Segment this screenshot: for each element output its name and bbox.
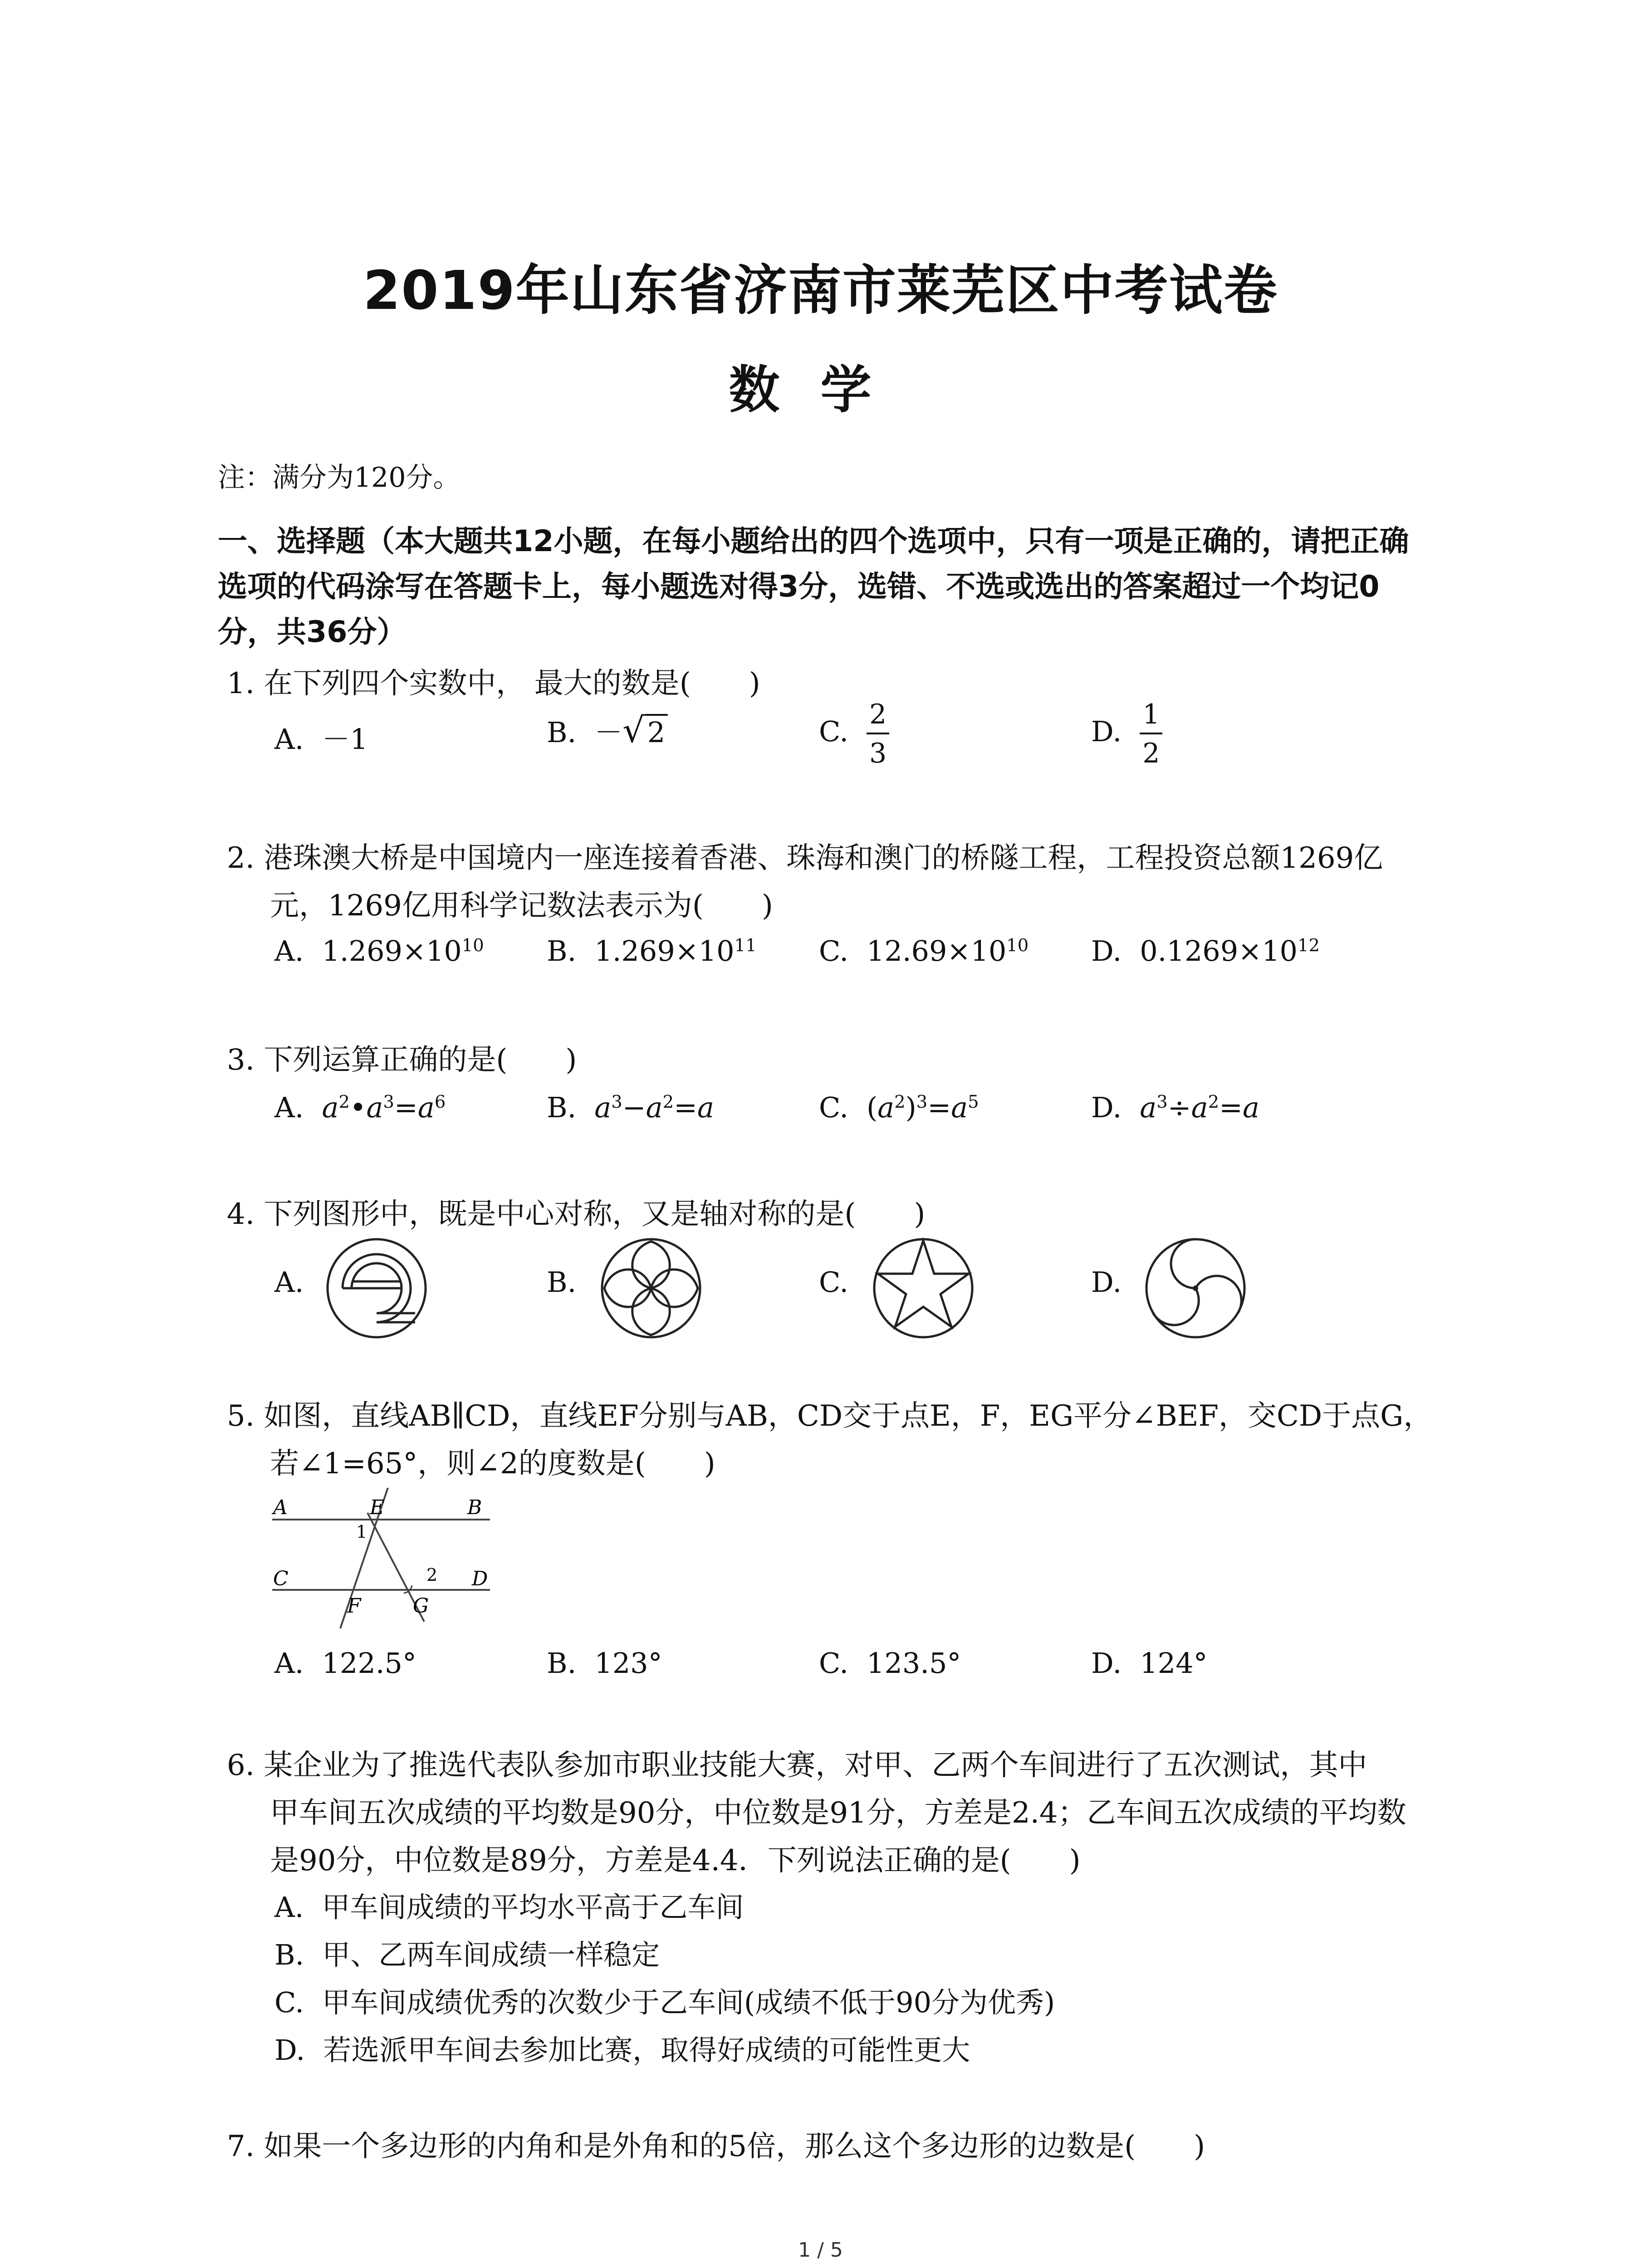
- question-5-figure: [268, 1488, 504, 1633]
- page-title: 2019年山东省济南市莱芜区中考试卷: [363, 259, 1278, 322]
- question-4-figure-c: [871, 1236, 975, 1340]
- question-1-option-d: D. $\frac{1}{2}$: [1091, 701, 1162, 767]
- subject-title: 数学: [729, 361, 912, 420]
- question-4-option-b-label: B.: [547, 1266, 577, 1299]
- section-instructions-line-1: 一、选择题（本大题共12小题，在每小题给出的四个选项中，只有一项是正确的，请把正确: [218, 524, 1409, 558]
- question-2-line-2: 元，1269亿用科学记数法表示为( ): [270, 889, 773, 923]
- svg-text:2: 2: [426, 1565, 438, 1585]
- question-3-option-c: C. $(a^2)^3=a^5$: [819, 1091, 979, 1124]
- svg-text:B: B: [467, 1496, 482, 1519]
- question-1-stem: 1. 在下列四个实数中， 最大的数是( ): [227, 667, 760, 700]
- question-2-option-b: B. $1.269\times 10^{11}$: [547, 934, 757, 968]
- question-1-option-c: C. $\frac{2}{3}$: [819, 701, 889, 767]
- question-3-stem: 3. 下列运算正确的是( ): [227, 1043, 577, 1077]
- question-4-stem: 4. 下列图形中，既是中心对称，又是轴对称的是( ): [227, 1198, 926, 1231]
- question-5-line-1: 5. 如图，直线AB∥CD，直线EF分别与AB，CD交于点E，F，EG平分∠BEF，交CD于点G，: [227, 1399, 1433, 1433]
- question-6-line-3: 是90分，中位数是89分，方差是4.4．下列说法正确的是( ): [270, 1844, 1081, 1877]
- question-2-option-a: A. $1.269\times 10^{10}$: [274, 934, 484, 968]
- question-6-option-a: A. 甲车间成绩的平均水平高于乙车间: [274, 1891, 744, 1924]
- question-3-option-b: B. $a^3-a^2=a$: [547, 1091, 714, 1124]
- svg-text:1: 1: [356, 1522, 367, 1542]
- svg-text:A: A: [273, 1496, 288, 1519]
- question-4-option-d-label: D.: [1091, 1266, 1122, 1299]
- question-4-figure-a: [324, 1236, 429, 1340]
- page-number: 1 / 5: [798, 2239, 843, 2262]
- question-1-option-a: A. －1: [274, 723, 368, 756]
- question-6-line-1: 6. 某企业为了推选代表队参加市职业技能大赛，对甲、乙两个车间进行了五次测试，其中: [227, 1749, 1367, 1782]
- question-6-option-c: C. 甲车间成绩优秀的次数少于乙车间(成绩不低于90分为优秀): [274, 1986, 1055, 2019]
- question-4-figure-d: [1143, 1236, 1248, 1340]
- question-3-option-d: D. $a^3\div a^2=a$: [1091, 1091, 1259, 1124]
- svg-text:C: C: [273, 1567, 289, 1590]
- score-note: 注：满分为120分。: [218, 462, 460, 494]
- question-2-option-c: C. $12.69\times 10^{10}$: [819, 934, 1029, 968]
- section-instructions-line-2: 选项的代码涂写在答题卡上，每小题选对得3分，选错、不选或选出的答案超过一个均记0: [218, 570, 1380, 604]
- svg-text:F: F: [347, 1594, 361, 1618]
- question-1-option-b: B. －√2: [547, 710, 668, 750]
- question-2-line-1: 2. 港珠澳大桥是中国境内一座连接着香港、珠海和澳门的桥隧工程，工程投资总额1269亿: [227, 841, 1383, 875]
- question-4-option-c-label: C.: [819, 1266, 848, 1299]
- question-4-figure-b: [599, 1236, 703, 1340]
- question-6-line-2: 甲车间五次成绩的平均数是90分，中位数是91分，方差是2.4；乙车间五次成绩的平均数: [270, 1796, 1406, 1830]
- svg-text:E: E: [370, 1496, 385, 1519]
- question-5-line-2: 若∠1=65°，则∠2的度数是( ): [270, 1447, 715, 1481]
- question-3-option-a: A. $a^2•a^3=a^6$: [274, 1091, 446, 1124]
- question-5-option-c: C. 123.5°: [819, 1647, 961, 1680]
- question-2-option-d: D. $0.1269\times 10^{12}$: [1091, 934, 1320, 968]
- sqrt-symbol: √: [622, 710, 645, 750]
- question-7-stem: 7. 如果一个多边形的内角和是外角和的5倍，那么这个多边形的边数是( ): [227, 2130, 1205, 2163]
- question-6-option-b: B. 甲、乙两车间成绩一样稳定: [274, 1938, 660, 1971]
- question-4-option-a-label: A.: [274, 1266, 304, 1299]
- svg-text:G: G: [413, 1594, 429, 1618]
- question-5-option-a: A. 122.5°: [274, 1647, 416, 1680]
- question-5-option-b: B. 123°: [547, 1647, 662, 1680]
- svg-text:D: D: [472, 1567, 488, 1590]
- question-5-option-d: D. 124°: [1091, 1647, 1208, 1680]
- section-instructions-line-3: 分，共36分）: [218, 615, 407, 649]
- question-6-option-d: D. 若选派甲车间去参加比赛，取得好成绩的可能性更大: [274, 2033, 970, 2067]
